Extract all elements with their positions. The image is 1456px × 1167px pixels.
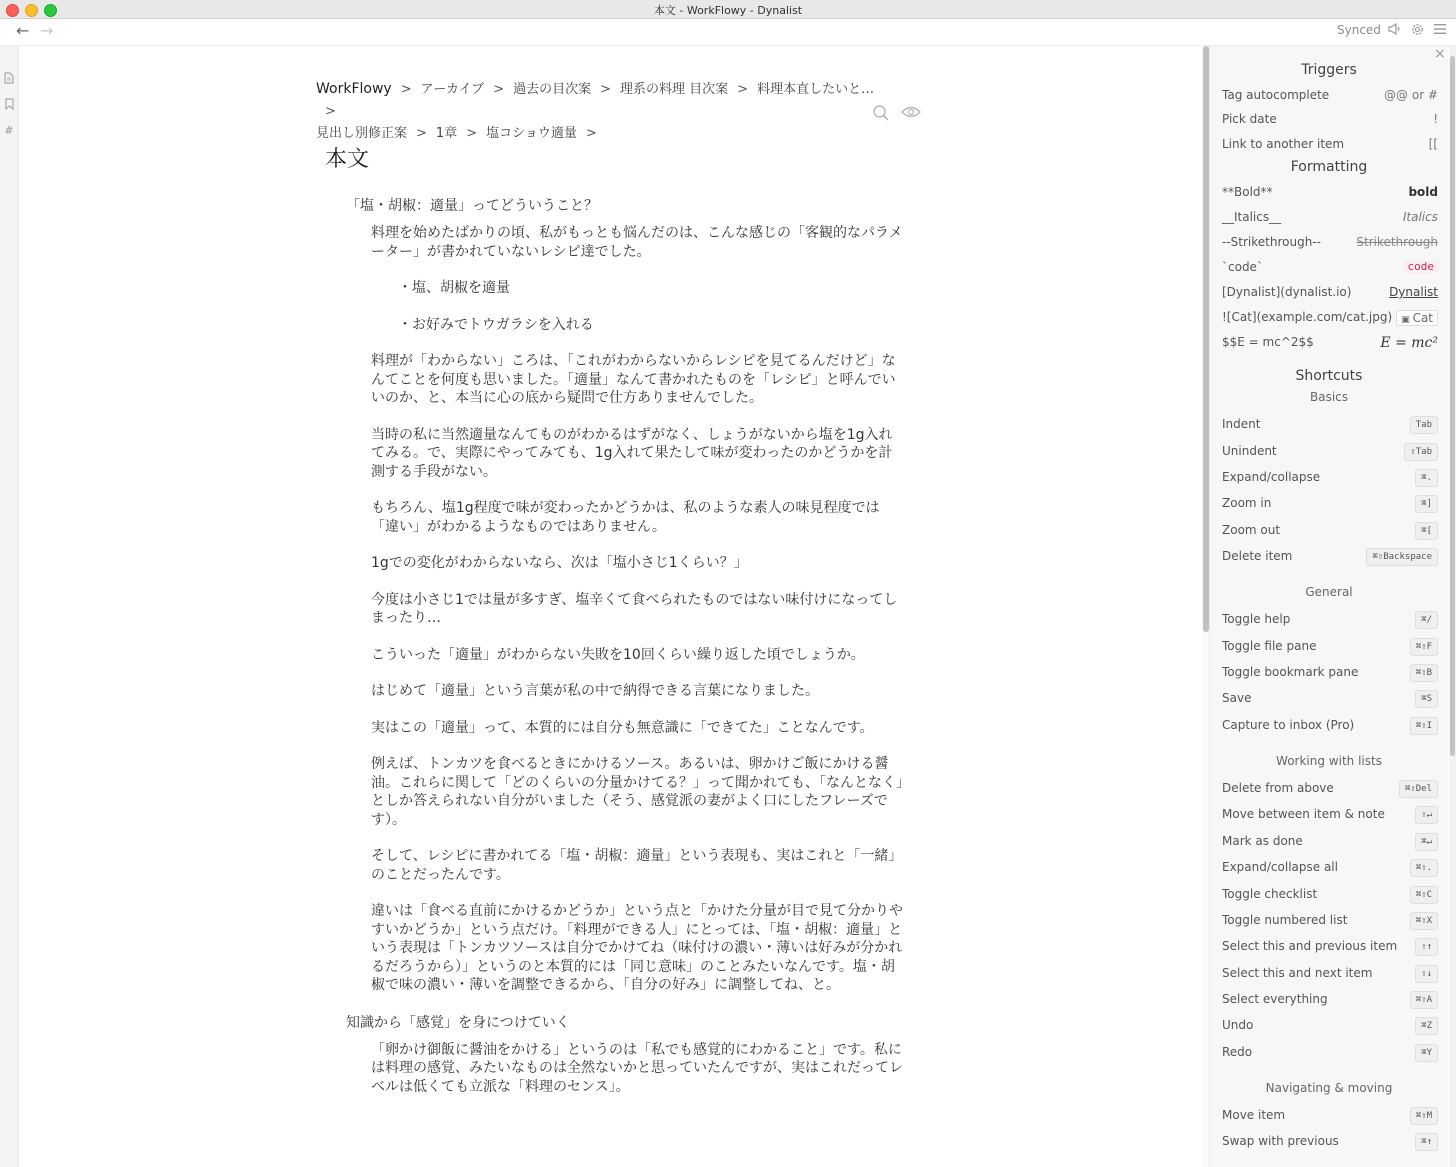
eye-icon[interactable] bbox=[901, 104, 921, 122]
shortcuts-heading: Shortcuts bbox=[1295, 368, 1363, 384]
help-row bbox=[1222, 308, 1438, 328]
help-row bbox=[1222, 283, 1438, 303]
shortcut-key: ⌘⇧F bbox=[1410, 638, 1438, 656]
breadcrumb-item[interactable]: 見出し別修正案 bbox=[316, 126, 408, 141]
shortcut-key: ⌘⇧X bbox=[1410, 912, 1438, 930]
shortcut-row bbox=[1222, 610, 1438, 630]
shortcut-row bbox=[1222, 937, 1438, 957]
shortcut-label: Move between item & note bbox=[1222, 807, 1385, 821]
breadcrumb-separator: > bbox=[325, 104, 336, 119]
breadcrumb bbox=[316, 78, 896, 145]
help-row-value: Italics bbox=[1402, 210, 1438, 224]
working-with-lists-heading: Working with lists bbox=[1276, 754, 1382, 768]
item-note[interactable]: 実はこの「適量」って、本質的には自分も無意識に「できてた」ことなんです。 bbox=[371, 719, 874, 736]
item-note[interactable]: 今度は小さじ1では量が多すぎ、塩辛くて食べられたものではない味付けになってしまったり… bbox=[371, 591, 898, 626]
image-icon: ▣ bbox=[1401, 315, 1413, 325]
shortcut-label: Zoom out bbox=[1222, 523, 1281, 537]
shortcut-label: Delete from above bbox=[1222, 781, 1334, 795]
outline-item[interactable]: 「塩・胡椒：適量」ってどういうこと？ bbox=[346, 198, 598, 214]
shortcut-key: ⌘⇧B bbox=[1410, 664, 1438, 682]
shortcut-key: ⇧↑ bbox=[1415, 938, 1438, 956]
window-title: 本文 - WorkFlowy - Dynalist bbox=[653, 4, 803, 17]
shortcut-label: Zoom in bbox=[1222, 496, 1272, 510]
help-scrollbar[interactable] bbox=[1449, 46, 1456, 1167]
shortcut-row bbox=[1222, 1043, 1438, 1063]
shortcut-row bbox=[1222, 990, 1438, 1010]
shortcut-row bbox=[1222, 716, 1438, 736]
shortcut-row bbox=[1222, 832, 1438, 852]
item-note[interactable]: 当時の私に当然適量なんてものがわかるはずがなく、しょうがないから塩を1g入れてみる。で、実際にやってみても、1g入れて果たして味が変わったのかどうかを計測する手段がない。 bbox=[371, 426, 893, 480]
image-alt-text: Cat bbox=[1412, 311, 1433, 325]
shortcut-key: ⌘S bbox=[1415, 690, 1438, 708]
breadcrumb-item[interactable]: 料理本直したいと… bbox=[757, 82, 875, 97]
outline-content bbox=[346, 196, 906, 1114]
help-row-value: Dynalist bbox=[1389, 285, 1438, 299]
shortcut-key: ⌘⇧M bbox=[1410, 1107, 1438, 1125]
shortcut-row bbox=[1222, 468, 1438, 488]
file-icon[interactable] bbox=[3, 72, 15, 86]
shortcut-key: ⌘Z bbox=[1415, 1017, 1438, 1035]
help-row-label: Pick date bbox=[1222, 112, 1277, 126]
shortcut-key: ⌘⇧Del bbox=[1399, 780, 1438, 798]
shortcut-row bbox=[1222, 911, 1438, 931]
breadcrumb-item[interactable]: アーカイブ bbox=[420, 82, 485, 97]
shortcut-key: ⇧↵ bbox=[1415, 806, 1438, 824]
shortcut-label: Capture to inbox (Pro) bbox=[1222, 718, 1355, 732]
help-row-value: [[ bbox=[1428, 137, 1438, 151]
help-row-label: --Strikethrough-- bbox=[1222, 235, 1321, 249]
close-help-icon[interactable]: × bbox=[1434, 46, 1446, 62]
shortcut-key: ⌘↑ bbox=[1415, 1133, 1438, 1151]
help-row bbox=[1222, 333, 1438, 353]
help-row-label: __Italics__ bbox=[1222, 210, 1282, 224]
shortcut-row bbox=[1222, 547, 1438, 567]
item-note[interactable]: はじめて「適量」という言葉が私の中で納得できる言葉になりました。 bbox=[371, 683, 819, 699]
breadcrumb-item[interactable]: 1章 bbox=[435, 126, 458, 141]
shortcut-key: Tab bbox=[1410, 416, 1438, 434]
shortcut-key: ⌘⇧C bbox=[1410, 886, 1438, 904]
outline-item[interactable]: 知識から「感覚」を身につけていく bbox=[346, 1014, 570, 1031]
help-row-label: `code` bbox=[1222, 260, 1263, 274]
item-note[interactable]: 料理を始めたばかりの頃、私がもっとも悩んだのは、こんな感じの「客観的なパラメーター」が書かれていないレシピ達でした。 bbox=[371, 225, 903, 260]
shortcut-label: Indent bbox=[1222, 417, 1261, 431]
item-note[interactable]: ・お好みでトウガラシを入れる bbox=[398, 316, 594, 333]
breadcrumb-separator: > bbox=[400, 82, 412, 97]
shortcut-label: Select this and previous item bbox=[1222, 939, 1398, 953]
item-note[interactable]: もちろん、塩1g程度で味が変わったかどうかは、私のような素人の味見程度では「違い」がわかるようなものではありません。 bbox=[371, 500, 880, 535]
help-row-value: Strikethrough bbox=[1356, 235, 1438, 249]
shortcut-label: Move item bbox=[1222, 1108, 1286, 1122]
help-row-value: bold bbox=[1408, 185, 1438, 199]
shortcut-row bbox=[1222, 415, 1438, 435]
help-row-value bbox=[1396, 310, 1438, 326]
shortcut-row bbox=[1222, 1106, 1438, 1126]
item-note[interactable]: そして、レシピに書かれてる「塩・胡椒：適量」という表現も、実はこれと「一緒」のことだったんです。 bbox=[371, 848, 903, 883]
help-pane bbox=[1209, 46, 1448, 1167]
navigating-heading: Navigating & moving bbox=[1265, 1081, 1393, 1095]
shortcut-row bbox=[1222, 494, 1438, 514]
shortcut-label: Toggle numbered list bbox=[1222, 913, 1348, 927]
document-scrollbar[interactable] bbox=[1202, 46, 1209, 1167]
shortcut-key: ⌘] bbox=[1415, 495, 1438, 513]
shortcut-label: Toggle checklist bbox=[1222, 887, 1318, 901]
item-note[interactable]: ・塩、胡椒を適量 bbox=[398, 280, 510, 296]
shortcut-label: Select this and next item bbox=[1222, 966, 1373, 980]
help-row bbox=[1222, 135, 1438, 155]
tag-icon[interactable]: # bbox=[4, 124, 14, 137]
shortcut-row bbox=[1222, 637, 1438, 657]
page-title[interactable]: 本文 bbox=[325, 147, 370, 172]
basics-heading: Basics bbox=[1309, 390, 1349, 404]
triggers-heading: Triggers bbox=[1301, 62, 1357, 78]
megaphone-icon[interactable] bbox=[1385, 22, 1403, 40]
shortcut-key: ⌘[ bbox=[1415, 522, 1438, 540]
breadcrumb-separator: > bbox=[493, 82, 505, 97]
help-row-label: [Dynalist](dynalist.io) bbox=[1222, 285, 1352, 299]
help-row-value: code bbox=[1404, 260, 1439, 273]
item-note[interactable]: 1gでの変化がわからないなら、次は「塩小さじ1くらい？」 bbox=[371, 555, 748, 571]
sync-status: Synced bbox=[1337, 23, 1381, 37]
item-note[interactable]: 料理が「わからない」ころは、「これがわからないからレシピを見てるんだけど」なんてことを何度も思いました。「適量」なんて書かれたものを「レシピ」と呼んでいいのか、と、本当に心の底から疑問で仕方ありませんでした。 bbox=[371, 353, 896, 406]
shortcut-key: ⌘↵ bbox=[1415, 833, 1438, 851]
shortcut-row bbox=[1222, 442, 1438, 462]
shortcut-key: ⌘⇧A bbox=[1410, 991, 1438, 1009]
shortcut-label: Toggle bookmark pane bbox=[1222, 665, 1359, 679]
help-row-label: $$E = mc^2$$ bbox=[1222, 335, 1314, 349]
shortcut-label: Redo bbox=[1222, 1045, 1253, 1059]
shortcut-label: Toggle help bbox=[1222, 612, 1291, 626]
breadcrumb-item[interactable]: 塩コショウ適量 bbox=[486, 126, 577, 141]
shortcut-key: ⌘Y bbox=[1415, 1044, 1438, 1062]
help-row-label: **Bold** bbox=[1222, 185, 1273, 199]
shortcut-label: Expand/collapse bbox=[1222, 470, 1321, 484]
general-heading: General bbox=[1305, 585, 1353, 599]
bookmark-icon[interactable] bbox=[3, 98, 15, 112]
shortcut-row bbox=[1222, 689, 1438, 709]
help-row bbox=[1222, 110, 1438, 130]
shortcut-label: Mark as done bbox=[1222, 834, 1303, 848]
window-titlebar bbox=[0, 0, 1456, 19]
search-icon[interactable] bbox=[872, 104, 890, 122]
help-row-label: Tag autocomplete bbox=[1222, 88, 1330, 102]
menu-icon[interactable] bbox=[1431, 22, 1449, 40]
shortcut-key: ⌘⇧Backspace bbox=[1366, 548, 1438, 566]
shortcut-label: Undo bbox=[1222, 1018, 1254, 1032]
shortcut-key: ⌘⇧I bbox=[1410, 717, 1438, 735]
left-icon-bar bbox=[0, 46, 19, 1167]
shortcut-label: Swap with previous bbox=[1222, 1134, 1339, 1148]
shortcut-row bbox=[1222, 858, 1438, 878]
breadcrumb-separator: > bbox=[466, 126, 478, 141]
breadcrumb-item[interactable]: 理系の料理 目次案 bbox=[620, 82, 729, 97]
shortcut-label: Unindent bbox=[1222, 444, 1277, 458]
shortcut-row bbox=[1222, 521, 1438, 541]
help-row bbox=[1222, 208, 1438, 228]
document-pane bbox=[19, 46, 1201, 1167]
shortcut-label: Toggle file pane bbox=[1222, 639, 1317, 653]
help-row bbox=[1222, 86, 1438, 106]
shortcut-row bbox=[1222, 1016, 1438, 1036]
help-row-value: ! bbox=[1433, 112, 1438, 126]
item-note[interactable]: 違いは「食べる直前にかけるかどうか」という点と「かけた分量が目で見て分かりやすいかどうか」という点だけ。「料理ができる人」にとっては、「塩・胡椒：適量」という表現は「トンカツソースは自分でかけてね（味付けの濃い・薄いは好みが分かれるだろうから）」というのと本質的には「同じ意味」のことみたいなんです。塩・胡椒で味の濃い・薄いを調整できるから、「自分の好み」に調整してね、と。 bbox=[371, 903, 903, 993]
breadcrumb-item[interactable]: WorkFlowy bbox=[316, 81, 392, 97]
forward-arrow-icon[interactable]: → bbox=[40, 21, 54, 40]
help-row bbox=[1222, 258, 1438, 278]
shortcut-label: Delete item bbox=[1222, 549, 1293, 563]
toolbar bbox=[0, 19, 1456, 46]
help-row-label: Link to another item bbox=[1222, 137, 1345, 151]
shortcut-row bbox=[1222, 663, 1438, 683]
item-note[interactable]: 例えば、トンカツを食べるときにかけるソース。あるいは、卵かけご飯にかける醤油。これらに関して「どのくらいの分量かけてる？」って聞かれても、「なんとなく」としか答えられない自分がいました（そう、感覚派の妻がよく口にしたフレーズです）。 bbox=[371, 756, 903, 828]
breadcrumb-separator: > bbox=[600, 82, 612, 97]
shortcut-row bbox=[1222, 885, 1438, 905]
help-row-value: @@ or # bbox=[1384, 88, 1438, 102]
breadcrumb-item[interactable]: 過去の目次案 bbox=[513, 82, 592, 97]
help-row bbox=[1222, 183, 1438, 203]
shortcut-key: ⌘. bbox=[1415, 469, 1438, 487]
breadcrumb-separator: > bbox=[416, 126, 427, 141]
help-row-label: ![Cat](example.com/cat.jpg) bbox=[1222, 310, 1393, 324]
back-arrow-icon[interactable]: ← bbox=[16, 21, 30, 40]
shortcut-label: Expand/collapse all bbox=[1222, 860, 1338, 874]
shortcut-row bbox=[1222, 805, 1438, 825]
help-row-value: E = mc² bbox=[1380, 335, 1438, 351]
breadcrumb-separator: > bbox=[585, 126, 597, 141]
shortcut-label: Select everything bbox=[1222, 992, 1328, 1006]
breadcrumb-separator: > bbox=[737, 82, 749, 97]
shortcut-key: ⌘/ bbox=[1415, 611, 1438, 629]
formatting-heading: Formatting bbox=[1290, 159, 1368, 175]
gear-icon[interactable] bbox=[1408, 22, 1426, 40]
help-row bbox=[1222, 233, 1438, 253]
help-scrollbar-thumb[interactable] bbox=[1450, 56, 1455, 756]
shortcut-row bbox=[1222, 1132, 1438, 1152]
shortcut-key: ⇧Tab bbox=[1404, 443, 1438, 461]
shortcut-key: ⇧↓ bbox=[1415, 965, 1438, 983]
shortcut-key: ⌘⇧. bbox=[1410, 859, 1438, 877]
item-note[interactable]: こういった「適量」がわからない失敗を10回くらい繰り返した頃でしょうか。 bbox=[371, 646, 865, 663]
shortcut-label: Save bbox=[1222, 691, 1252, 705]
item-note[interactable]: 「卵かけ御飯に醤油をかける」というのは「私でも感覚的にわかること」です。私には料理の感覚、みたいなものは全然ないかと思っていたんですが、実はこれだってレベルは低くても立派な「料理のセンス」。 bbox=[371, 1041, 903, 1095]
shortcut-row bbox=[1222, 964, 1438, 984]
shortcut-row bbox=[1222, 779, 1438, 799]
